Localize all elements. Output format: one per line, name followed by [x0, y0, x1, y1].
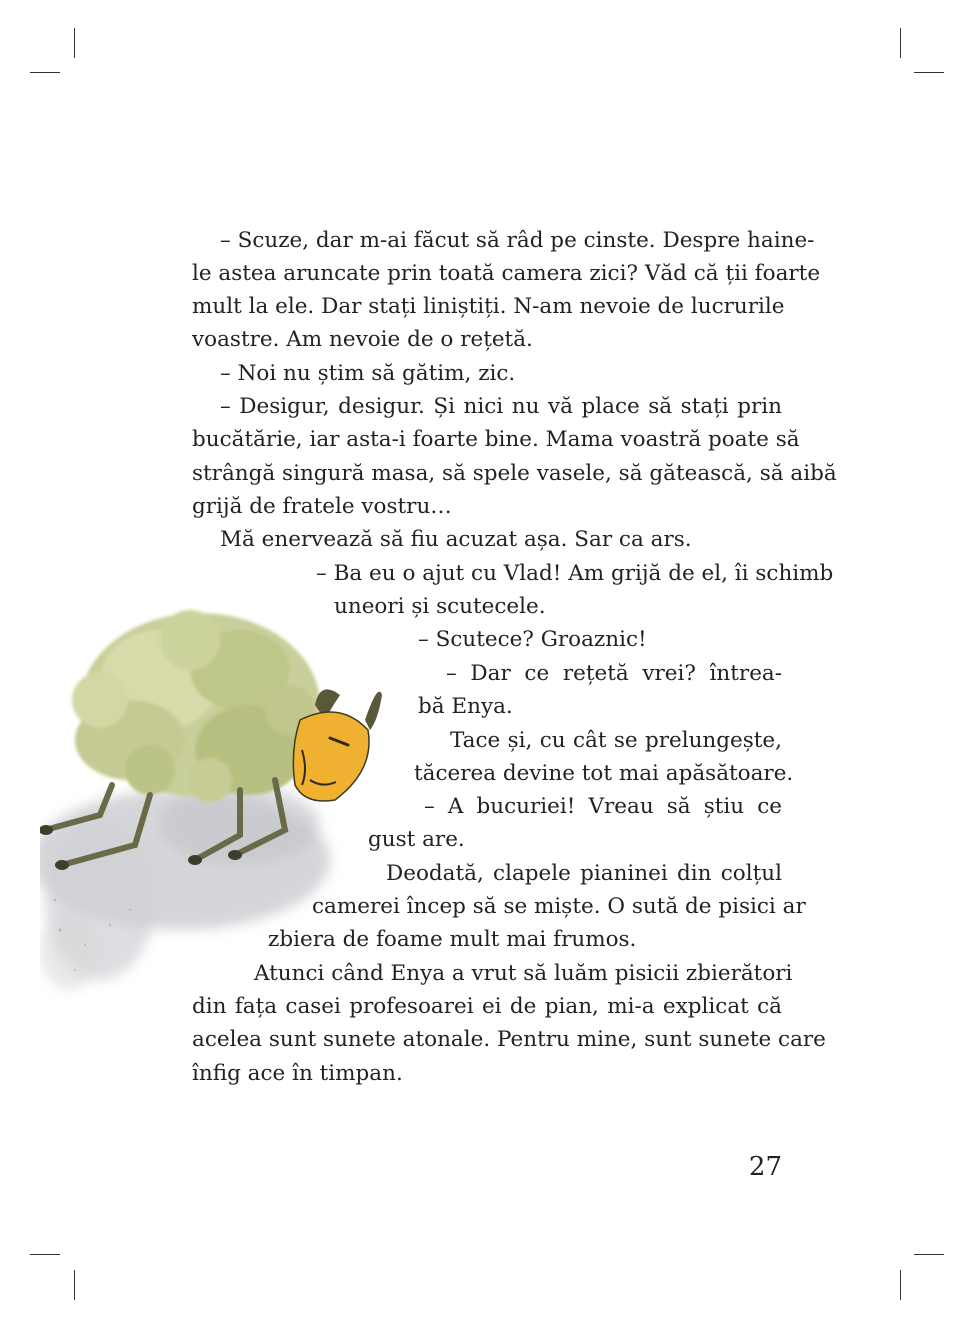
crop-mark — [914, 1254, 944, 1255]
text-line: le astea aruncate prin toată camera zici? Văd că ții foarte — [192, 261, 821, 286]
crop-mark — [900, 1270, 901, 1300]
text-line: înfig ace în timpan. — [192, 1061, 403, 1086]
text-line: Tace și, cu cât se prelungește, — [450, 728, 782, 753]
text-line: – A bucuriei! Vreau să știu ce — [424, 794, 782, 819]
text-line: – Scuze, dar m-ai făcut să râd pe cinste. Despre haine- — [220, 228, 815, 253]
text-line: gust are. — [368, 827, 465, 852]
text-line: strângă singură masa, să spele vasele, să gătească, să aibă — [192, 461, 837, 486]
text-line: zbiera de foame mult mai frumos. — [268, 927, 637, 952]
text-line: camerei încep să se miște. O sută de pisici ar — [312, 894, 806, 919]
text-line: – Dar ce rețetă vrei? întrea- — [446, 661, 782, 686]
text-line: voastre. Am nevoie de o rețetă. — [192, 327, 533, 352]
page-number: 27 — [748, 1152, 782, 1182]
text-line: Deodată, clapele pianinei din colțul — [386, 861, 782, 886]
text-line: – Ba eu o ajut cu Vlad! Am grijă de el, îi schimb — [316, 561, 834, 586]
text-line: din fața casei profesoarei ei de pian, mi-a explicat că — [192, 994, 782, 1019]
text-line: grijă de fratele vostru… — [192, 494, 452, 519]
text-line: – Desigur, desigur. Și nici nu vă place să stați prin — [220, 394, 782, 419]
text-line: bucătărie, iar asta-i foarte bine. Mama voastră poate să — [192, 427, 800, 452]
text-line: – Noi nu știm să gătim, zic. — [220, 361, 516, 386]
text-line: bă Enya. — [418, 694, 513, 719]
crop-mark — [74, 1270, 75, 1300]
text-line: uneori și scutecele. — [334, 594, 546, 619]
text-line: Atunci când Enya a vrut să luăm pisicii zbierători — [254, 961, 793, 986]
text-line: – Scutece? Groaznic! — [418, 627, 647, 652]
text-line: tăcerea devine tot mai apăsătoare. — [414, 761, 794, 786]
crop-mark — [30, 1254, 60, 1255]
text-line: Mă enervează să fiu acuzat așa. Sar ca ars. — [220, 527, 692, 552]
text-line: mult la ele. Dar stați liniștiți. N-am nevoie de lucrurile — [192, 294, 785, 319]
text-line: acelea sunt sunete atonale. Pentru mine, sunt sunete care — [192, 1027, 826, 1052]
